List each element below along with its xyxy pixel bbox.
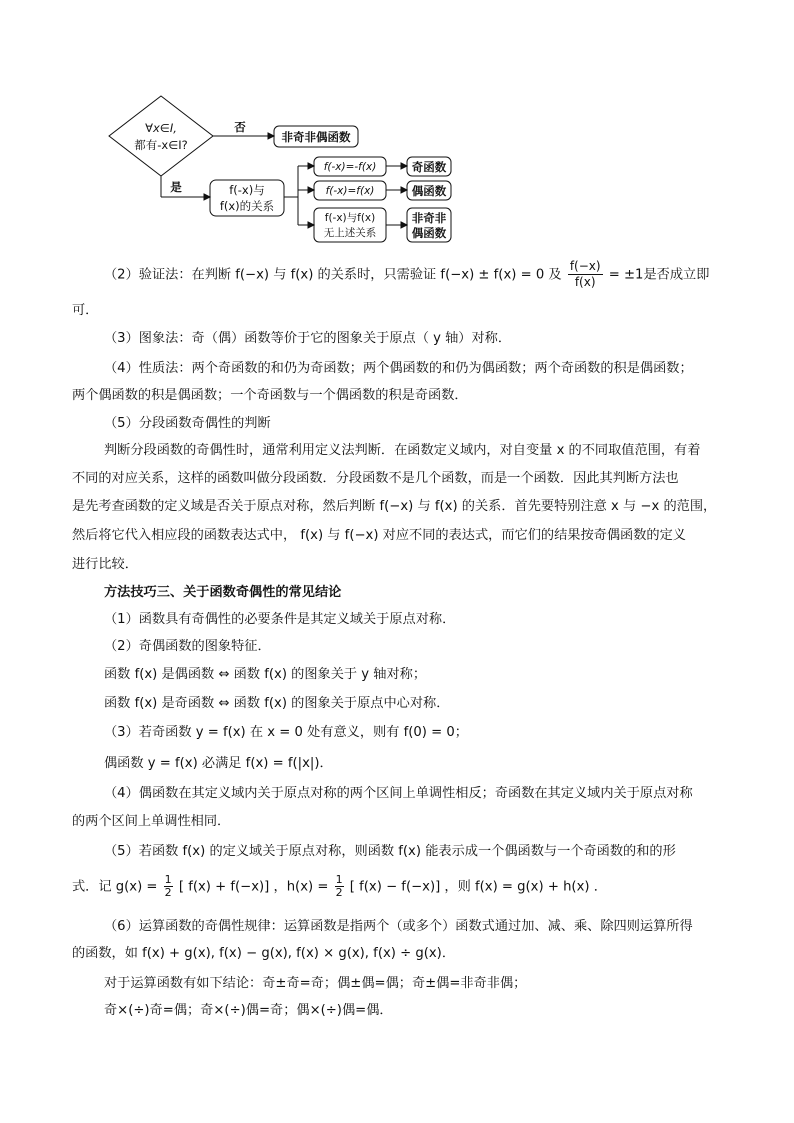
conclusion-6c: 对于运算函数有如下结论：奇±奇=奇；偶±偶=偶；奇±偶=非奇非偶； xyxy=(104,976,527,991)
verify-fraction xyxy=(568,259,603,290)
half-fraction-h xyxy=(335,874,344,899)
conclusion-4a: （4）偶函数在其定义域内关于原点对称的两个区间上单调性相反；奇函数在其定义域内关于原点对称 xyxy=(104,786,693,801)
half-den-h: 2 xyxy=(335,886,343,899)
conclusion-3b: 偶函数 y = f(x) 必满足 f(x) = f(|x|)． xyxy=(104,756,333,771)
verify-part1: （2）验证法：在判断 f(−x) 与 f(x) 的关系时，只需验证 f(−x) ± f(x) = 0 及 xyxy=(104,267,562,283)
verify-cont: 可． xyxy=(72,303,99,318)
decision-text-2: 都有-x∈I? xyxy=(134,138,188,152)
condition-text-3b: 无上述关系 xyxy=(323,227,377,239)
piecewise-line-3: 是先考查函数的定义域是否关于原点对称，然后判断 f(−x) 与 f(x) 的关系．首先要特别注意 x 与 −x 的范围， xyxy=(72,499,717,514)
result-text-3b: 偶函数 xyxy=(411,226,447,240)
conclusion-5a: （5）若函数 f(x) 的定义域关于原点对称，则函数 f(x) 能表示成一个偶函数与一个奇函数的和的形 xyxy=(104,844,676,859)
verify-line xyxy=(104,259,794,290)
piecewise-line-1: 判断分段函数的奇偶性时，通常利用定义法判断．在函数定义域内，对自变量 x 的不同取值范围，有着 xyxy=(104,443,701,458)
conclusion-6d: 奇×(÷)奇=偶；奇×(÷)偶=奇；偶×(÷)偶=偶． xyxy=(104,1003,393,1018)
method-title: 方法技巧三、关于函数奇偶性的常见结论 xyxy=(104,585,342,600)
result-text-2: 偶函数 xyxy=(411,184,447,198)
verify-frac-den: f(x) xyxy=(574,275,596,289)
relation-text-2: f(x)的关系 xyxy=(219,199,275,213)
property-line-1: （4）性质法：两个奇函数的和仍为奇函数；两个偶函数的和仍为偶函数；两个奇函数的积是偶函数； xyxy=(104,361,693,376)
conclusion-5b xyxy=(72,874,794,899)
no-result-text: 非奇非偶函数 xyxy=(281,130,351,144)
graph-method: （3）图象法：奇（偶）函数等价于它的图象关于原点（ y 轴）对称． xyxy=(104,331,512,346)
decision-text-1: ∀x∈I, xyxy=(145,121,177,135)
property-line-2: 两个偶函数的积是偶函数；一个奇函数与一个偶函数的积是奇函数． xyxy=(72,388,468,403)
c5b-pre: 式．记 g(x) = xyxy=(72,879,158,895)
half-num-g: 1 xyxy=(164,873,172,886)
relation-text-1: f(-x)与 xyxy=(229,183,265,197)
conclusion-6b: 的函数，如 f(x) + g(x), f(x) − g(x), f(x) × g(x), f(x) ÷ g(x)． xyxy=(72,946,456,961)
piecewise-line-2: 不同的对应关系，这样的函数叫做分段函数．分段函数不是几个函数，而是一个函数．因此其判断方法也 xyxy=(72,471,679,486)
result-text-3a: 非奇非 xyxy=(411,211,447,225)
conclusion-2: （2）奇偶函数的图象特征． xyxy=(104,639,271,654)
verify-frac-num: f(−x) xyxy=(569,259,601,273)
c5b-g-expr: [ f(x) + f(−x)] ，h(x) = xyxy=(178,879,329,895)
decision-diamond xyxy=(109,96,213,176)
condition-text-3a: f(-x)与f(x) xyxy=(324,212,376,224)
yes-label: 是 xyxy=(170,180,182,194)
half-fraction-g xyxy=(164,874,173,899)
half-den-g: 2 xyxy=(164,886,172,899)
conclusion-3a: （3）若奇函数 y = f(x) 在 x = 0 处有意义，则有 f(0) = 0； xyxy=(104,725,468,740)
condition-text-2: f(-x)=f(x) xyxy=(325,185,375,197)
conclusion-1: （1）函数具有奇偶性的必要条件是其定义域关于原点对称． xyxy=(104,612,456,627)
verify-part2: = ±1是否成立即 xyxy=(608,267,710,283)
result-text-1: 奇函数 xyxy=(411,160,447,174)
c5b-h-expr: [ f(x) − f(−x)] ，则 f(x) = g(x) + h(x) ． xyxy=(349,879,607,895)
conclusion-2a: 函数 f(x) 是偶函数 ⇔ 函数 f(x) 的图象关于 y 轴对称； xyxy=(104,667,427,682)
piecewise-line-5: 进行比较． xyxy=(72,557,138,572)
conclusion-6a: （6）运算函数的奇偶性规律：运算函数是指两个（或多个）函数式通过加、减、乘、除四则运算所得 xyxy=(104,919,693,934)
conclusion-4b: 的两个区间上单调性相同． xyxy=(72,814,231,829)
piecewise-title: （5）分段函数奇偶性的判断 xyxy=(104,416,271,431)
half-num-h: 1 xyxy=(335,873,343,886)
flowchart xyxy=(0,0,794,260)
conclusion-2b: 函数 f(x) 是奇函数 ⇔ 函数 f(x) 的图象关于原点中心对称． xyxy=(104,696,450,711)
condition-text-1: f(-x)=-f(x) xyxy=(323,161,377,173)
no-label: 否 xyxy=(234,120,246,134)
piecewise-line-4: 然后将它代入相应段的函数表达式中， f(x) 与 f(−x) 对应不同的表达式，而它们的结果按奇偶函数的定义 xyxy=(72,528,686,543)
